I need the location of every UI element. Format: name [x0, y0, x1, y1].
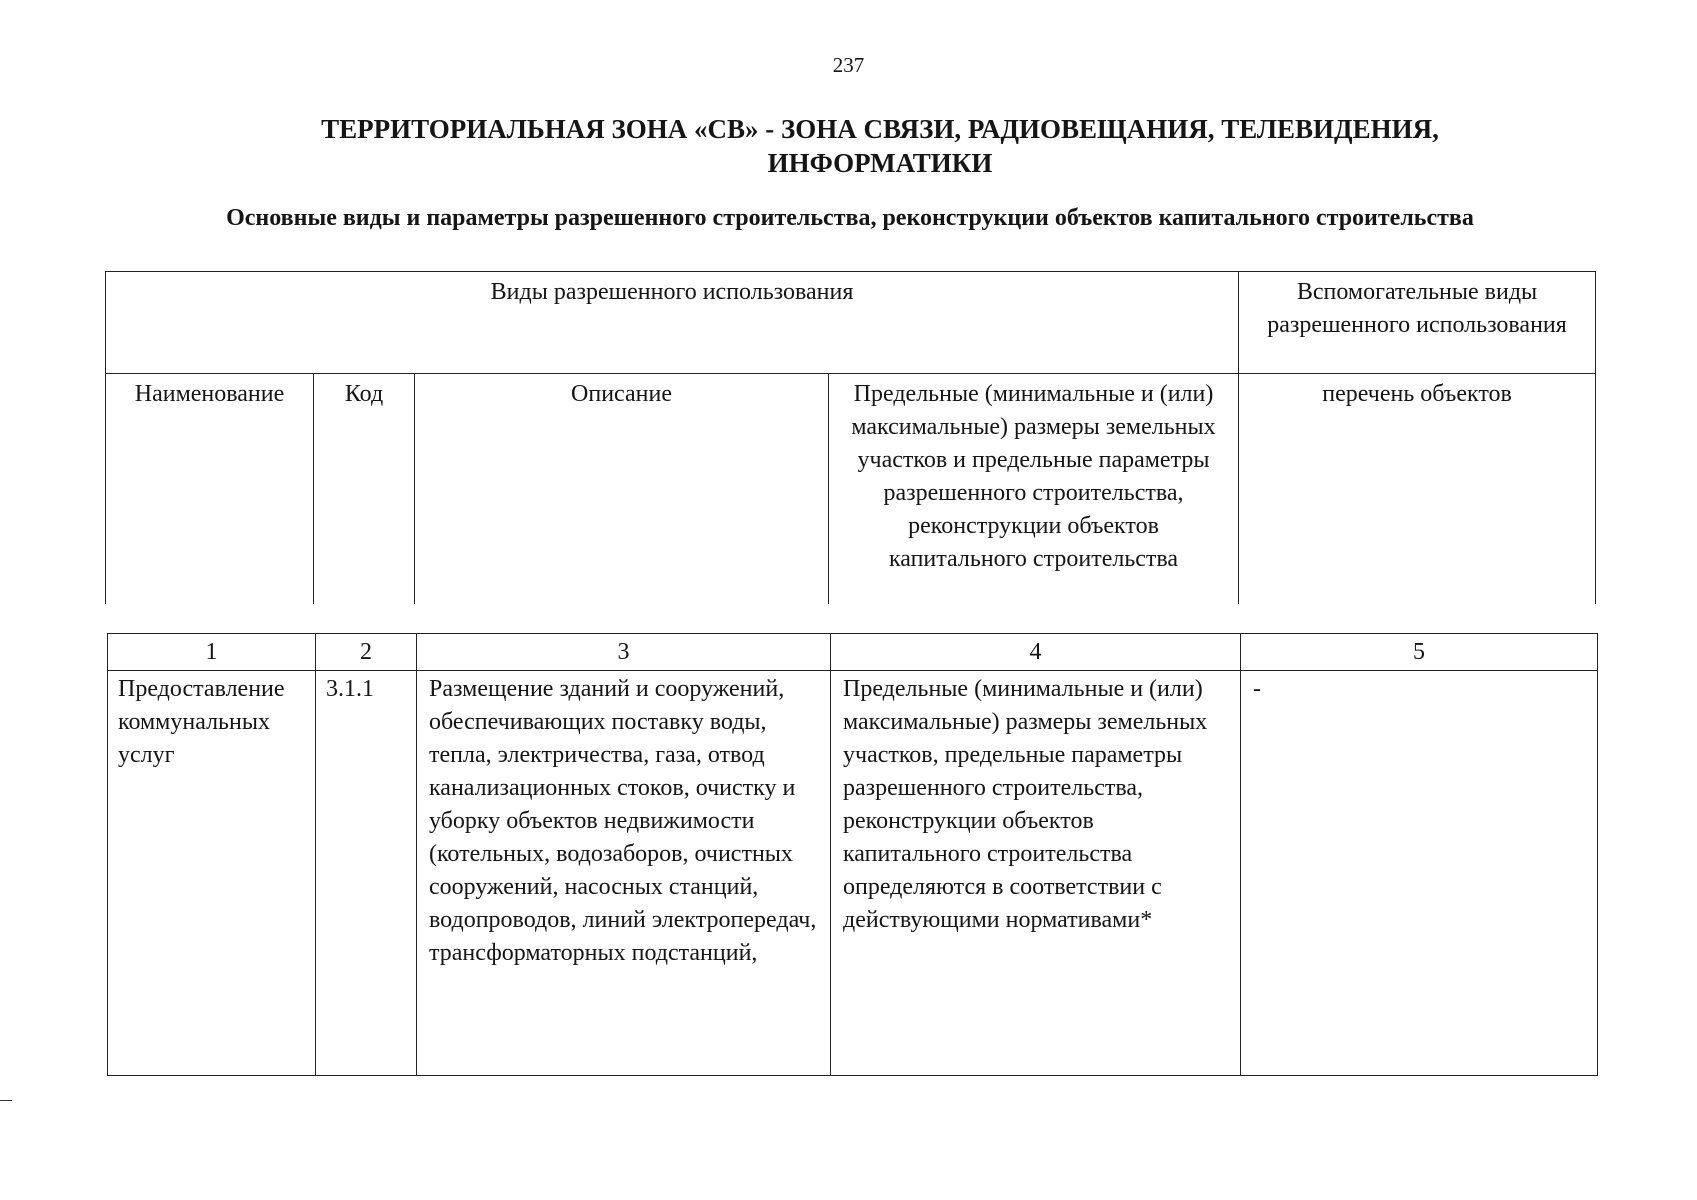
column-number: 1 — [108, 634, 316, 671]
cell-description: Размещение зданий и сооружений, обеспечивающих поставку воды, тепла, электричества, газа, отвод канализационных стоков, очистку и уборку объектов недвижимости (котельных, водозаборов, очистных сооружений, насосных станций, водопроводов, линий электропередач, трансформаторных подстанций, — [417, 671, 831, 1076]
table-row — [108, 671, 1598, 1076]
zone-title: ТЕРРИТОРИАЛЬНАЯ ЗОНА «СВ» - ЗОНА СВЯЗИ, РАДИОВЕЩАНИЯ, ТЕЛЕВИДЕНИЯ, ИНФОРМАТИКИ — [321, 114, 1439, 178]
column-header-objects: перечень объектов — [1239, 374, 1596, 605]
header-group-main: Виды разрешенного использования — [106, 272, 1239, 374]
column-number: 5 — [1241, 634, 1598, 671]
column-number: 3 — [417, 634, 831, 671]
page-number: 237 — [832, 53, 865, 77]
header-table — [105, 271, 1596, 604]
body-table — [107, 633, 1598, 1076]
column-number: 2 — [316, 634, 417, 671]
margin-mark — [0, 1100, 12, 1101]
column-header-description: Описание — [415, 374, 829, 605]
cell-limits: Предельные (минимальные и (или) максимальные) размеры земельных участков, предельные параметры разрешенного строительства, реконструкции объектов капитального строительства определяются в соответствии с действующими нормативами* — [831, 671, 1241, 1076]
section-title: Основные виды и параметры разрешенного строительства, реконструкции объектов капитального строительства — [226, 205, 1474, 231]
column-header-limits: Предельные (минимальные и (или) максимальные) размеры земельных участков и предельные параметры разрешенного строительства, реконструкции объектов капитального строительства — [829, 374, 1239, 605]
cell-name: Предоставление коммунальных услуг — [108, 671, 316, 1076]
cell-aux: - — [1241, 671, 1598, 1076]
header-group-row — [106, 272, 1596, 374]
column-number-row — [108, 634, 1598, 671]
cell-code: 3.1.1 — [316, 671, 417, 1076]
header-group-aux: Вспомогательные виды разрешенного использования — [1239, 272, 1596, 374]
column-number: 4 — [831, 634, 1241, 671]
header-columns-row — [106, 374, 1596, 605]
column-header-code: Код — [314, 374, 415, 605]
column-header-name: Наименование — [106, 374, 314, 605]
